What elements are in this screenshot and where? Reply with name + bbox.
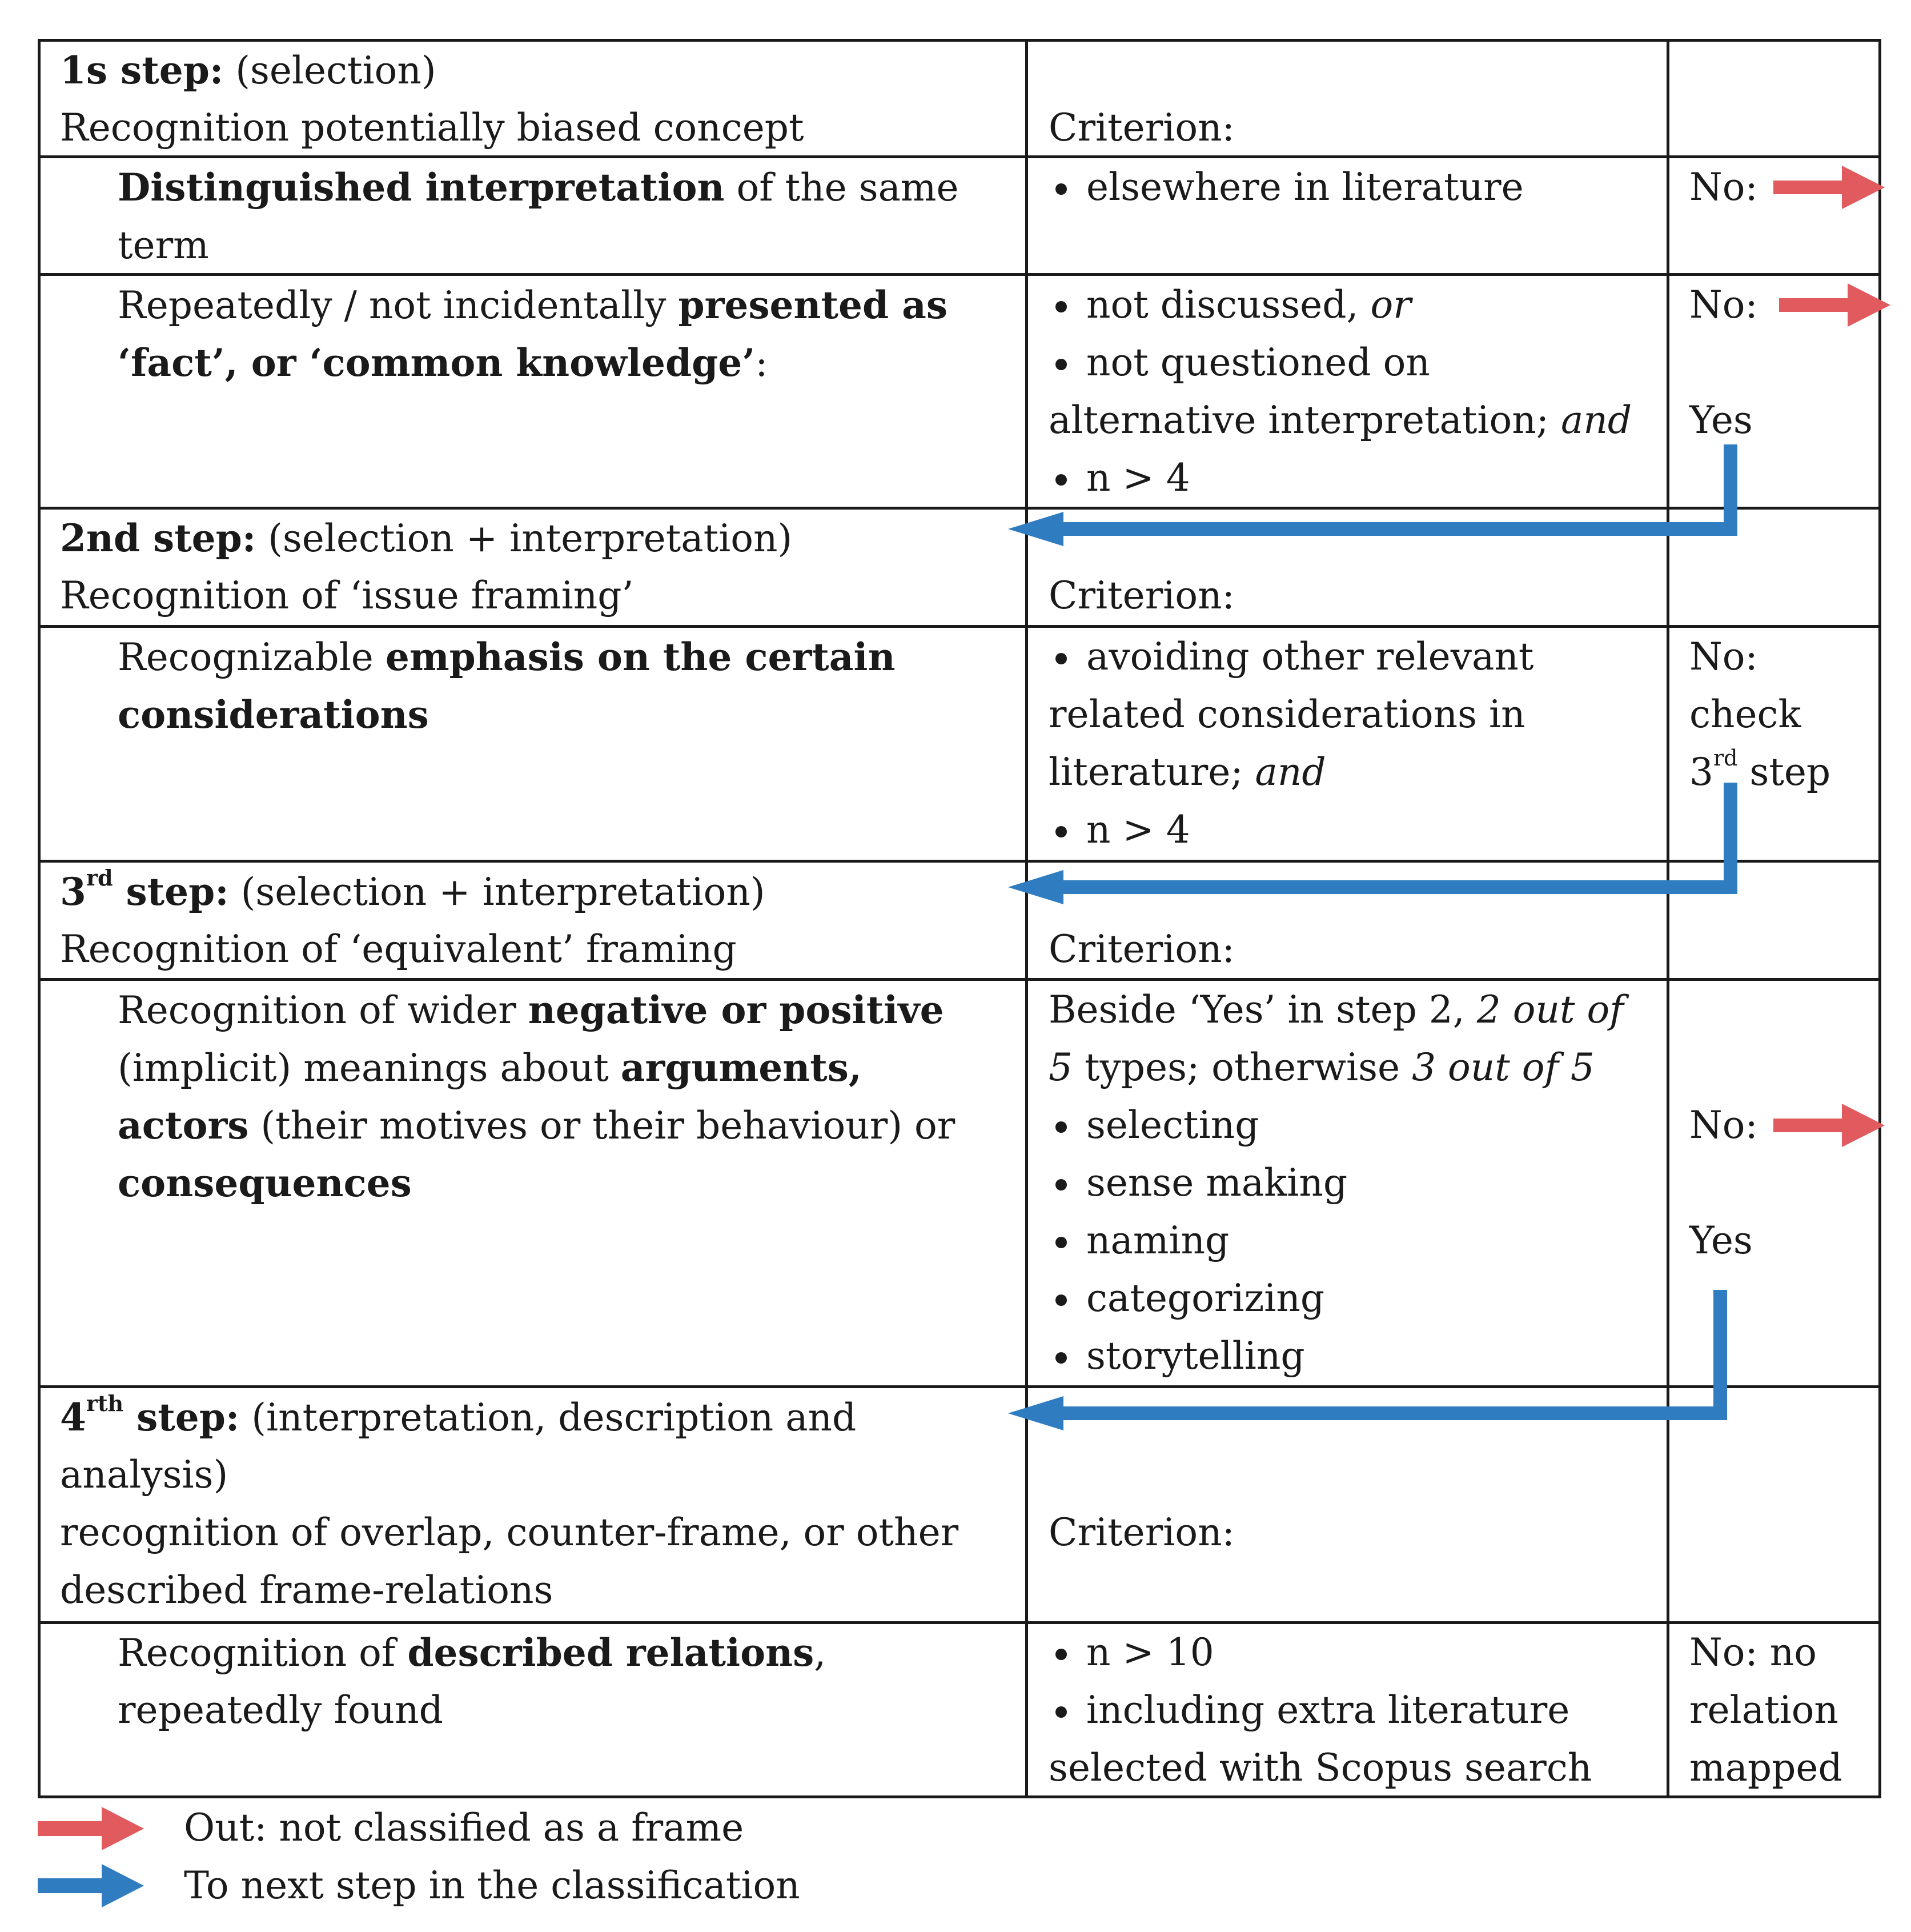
step1-criterion-label: Criterion: <box>1049 106 1235 150</box>
step1-row2-criterion2-cont: alternative interpretation; and <box>1049 398 1632 442</box>
step4-row-outcome-line3: mapped <box>1689 1746 1842 1790</box>
step3-type-item: naming <box>1086 1218 1230 1262</box>
next-step-arrow-icon <box>1008 783 1731 904</box>
step2-row-criterion1-line3: literature; and <box>1049 750 1326 794</box>
step3-type-item: storytelling <box>1086 1334 1305 1378</box>
step4-title: $4^{rth}$ step: (interpretation, description and <box>60 1390 857 1440</box>
out-arrow-icon <box>1773 1104 1885 1147</box>
step3-type-item: categorizing <box>1086 1276 1325 1320</box>
step1-row2-description-line2: ‘fact’, or ‘common knowledge’: <box>118 340 768 385</box>
step3-row-description-line2: (implicit) meanings about arguments, <box>118 1045 862 1090</box>
step4-row-criterion2: including extra literature <box>1086 1688 1570 1732</box>
legend-blue-label: To next step in the classification <box>184 1863 800 1907</box>
legend-blue-arrow-icon <box>38 1864 144 1907</box>
step4-row-description: Recognition of described relations, <box>118 1630 826 1675</box>
step1-row2-outcome-no: No: <box>1689 283 1758 327</box>
step3-row-criterion-intro-line2: 5 types; otherwise 3 out of 5 <box>1049 1045 1595 1089</box>
step4-title-line2: analysis) <box>60 1453 228 1497</box>
step3-type-item: selecting <box>1086 1103 1259 1147</box>
step4-criterion-label: Criterion: <box>1049 1510 1235 1554</box>
step2-title: 2nd step: (selection + interpretation) <box>60 516 793 560</box>
step3-row-description-line1: Recognition of wider negative or positive <box>118 988 944 1032</box>
step2-row-criterion1-line2: related considerations in <box>1049 692 1525 736</box>
step3-row-description-line4: consequences <box>118 1161 412 1205</box>
step2-row-criterion2: n > 4 <box>1086 808 1190 852</box>
step1-row2-criterion3: n > 4 <box>1086 456 1190 500</box>
step2-row-outcome-line2: check <box>1689 692 1801 736</box>
step1-row2-description: Repeatedly / not incidentally presented as <box>118 283 948 327</box>
next-step-arrow-icon <box>1008 444 1731 546</box>
step2-row-outcome-line1: No: <box>1689 635 1758 679</box>
step1-row1-criterion: elsewhere in literature <box>1086 165 1524 209</box>
step2-criterion-label: Criterion: <box>1049 574 1235 618</box>
step4-row-outcome-line2: relation <box>1689 1688 1838 1732</box>
step3-criterion-label: Criterion: <box>1049 927 1235 971</box>
step1-row2-criterion2: not questioned on <box>1086 340 1430 384</box>
step4-row-description-line2: repeatedly found <box>118 1688 443 1732</box>
step3-type-item: sense making <box>1086 1161 1348 1205</box>
step3-row-outcome-yes: Yes <box>1689 1218 1753 1262</box>
legend-red-arrow-icon <box>38 1807 144 1850</box>
step3-row-criterion-intro-line1: Beside ‘Yes’ in step 2, 2 out of <box>1049 988 1624 1032</box>
step1-row2-outcome-yes: Yes <box>1689 398 1753 442</box>
step4-row-outcome-line1: No: no <box>1689 1630 1817 1674</box>
next-step-arrow-icon <box>1008 1290 1720 1430</box>
step2-row-description: Recognizable emphasis on the certain <box>118 635 896 679</box>
step1-title: 1s step: (selection) <box>60 48 436 93</box>
step1-row1-description-line2: term <box>118 223 209 267</box>
out-arrow-icon <box>1773 166 1885 209</box>
step1-row1-description: Distinguished interpretation of the same <box>118 165 959 210</box>
step3-row-description-line3: actors (their motives or their behaviour) or <box>118 1103 956 1148</box>
step2-subtitle: Recognition of ‘issue framing’ <box>60 574 634 618</box>
step1-row2-criterion1: not discussed, or <box>1086 283 1411 327</box>
step2-row-outcome-line3: 3rd step <box>1689 745 1831 794</box>
step4-subtitle-line1: recognition of overlap, counter-frame, or other <box>60 1510 959 1554</box>
out-arrow-icon <box>1779 283 1890 327</box>
step3-subtitle: Recognition of ‘equivalent’ framing <box>60 927 737 971</box>
legend-red-label: Out: not classified as a frame <box>184 1806 744 1850</box>
step4-subtitle-line2: described frame-relations <box>60 1568 553 1612</box>
step4-row-criterion1: n > 10 <box>1086 1630 1214 1674</box>
step3-row-outcome-no: No: <box>1689 1103 1758 1147</box>
step3-title: 3rd step: (selection + interpretation) <box>60 865 765 914</box>
step2-row-description-line2: considerations <box>118 692 429 737</box>
step2-row-criterion1: avoiding other relevant <box>1086 635 1534 679</box>
step1-subtitle: Recognition potentially biased concept <box>60 106 804 150</box>
step1-row1-outcome: No: <box>1689 165 1758 209</box>
step4-row-criterion2-line2: selected with Scopus search <box>1049 1746 1592 1790</box>
